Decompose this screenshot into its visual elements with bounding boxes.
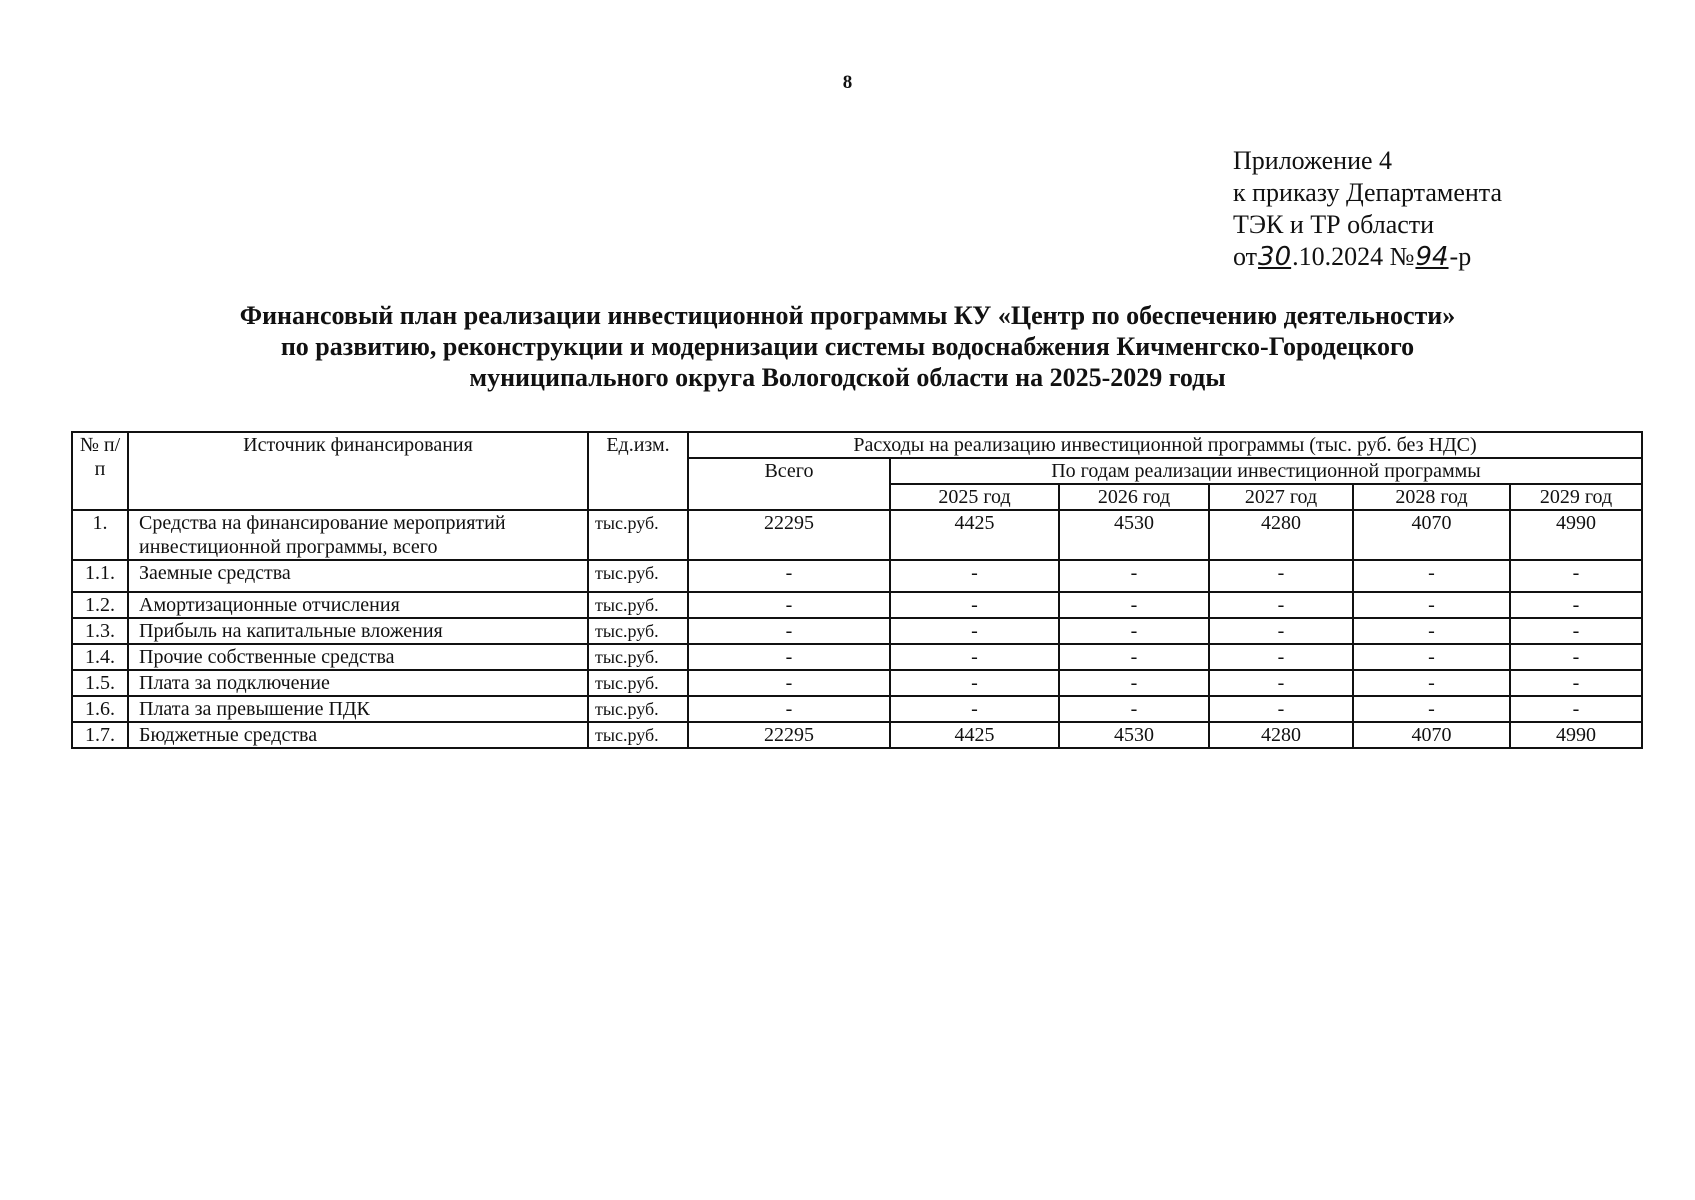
row-source: Бюджетные средства <box>128 722 588 748</box>
title-line-1: Финансовый план реализации инвестиционной программы КУ «Центр по обеспечению деятельности» <box>239 301 1456 330</box>
row-total: - <box>688 696 890 722</box>
row-total: 22295 <box>688 722 890 748</box>
row-2027: 4280 <box>1209 510 1353 560</box>
row-total: - <box>688 618 890 644</box>
row-2029: - <box>1510 592 1642 618</box>
date-prefix: от <box>1233 242 1258 271</box>
table-row <box>72 592 1642 618</box>
row-num: 1.3. <box>72 618 128 644</box>
row-2029: - <box>1510 644 1642 670</box>
table-row <box>72 670 1642 696</box>
row-source: Плата за подключение <box>128 670 588 696</box>
table-row <box>72 510 1642 560</box>
row-2028: 4070 <box>1353 510 1510 560</box>
row-total: - <box>688 560 890 592</box>
row-num: 1.6. <box>72 696 128 722</box>
row-2026: 4530 <box>1059 510 1209 560</box>
row-2028: - <box>1353 644 1510 670</box>
header-year-2028: 2028 год <box>1353 484 1510 510</box>
row-2029: 4990 <box>1510 510 1642 560</box>
header-expenses: Расходы на реализацию инвестиционной программы (тыс. руб. без НДС) <box>688 432 1642 458</box>
row-2025: - <box>890 696 1059 722</box>
row-unit: тыс.руб. <box>588 560 688 592</box>
row-source: Прибыль на капитальные вложения <box>128 618 588 644</box>
row-total: - <box>688 592 890 618</box>
header-by-years: По годам реализации инвестиционной программы <box>890 458 1642 484</box>
row-num: 1. <box>72 510 128 560</box>
row-unit: тыс.руб. <box>588 644 688 670</box>
document-title <box>0 300 1695 393</box>
row-2025: 4425 <box>890 722 1059 748</box>
row-2026: - <box>1059 618 1209 644</box>
row-num: 1.2. <box>72 592 128 618</box>
appendix-line-3: ТЭК и ТР области <box>1233 210 1435 239</box>
row-2025: - <box>890 644 1059 670</box>
header-year-2026: 2026 год <box>1059 484 1209 510</box>
appendix-date-line <box>1233 241 1502 273</box>
row-total: - <box>688 670 890 696</box>
row-2027: - <box>1209 670 1353 696</box>
row-2028: - <box>1353 618 1510 644</box>
financial-plan-table <box>71 431 1643 749</box>
header-num: № п/п <box>72 432 128 510</box>
table-row <box>72 644 1642 670</box>
row-unit: тыс.руб. <box>588 592 688 618</box>
row-source: Амортизационные отчисления <box>128 592 588 618</box>
row-2025: - <box>890 560 1059 592</box>
header-source: Источник финансирования <box>128 432 588 510</box>
row-2025: - <box>890 618 1059 644</box>
row-2028: - <box>1353 696 1510 722</box>
row-2028: 4070 <box>1353 722 1510 748</box>
row-2027: 4280 <box>1209 722 1353 748</box>
row-2028: - <box>1353 670 1510 696</box>
row-total: 22295 <box>688 510 890 560</box>
date-day-handwritten: 30 <box>1258 242 1292 272</box>
table-row <box>72 696 1642 722</box>
row-2026: - <box>1059 644 1209 670</box>
row-source: Заемные средства <box>128 560 588 592</box>
row-2027: - <box>1209 696 1353 722</box>
header-year-2025: 2025 год <box>890 484 1059 510</box>
row-2026: 4530 <box>1059 722 1209 748</box>
order-number-handwritten: 94 <box>1415 242 1449 272</box>
row-source: Средства на финансирование мероприятий инвестиционной программы, всего <box>128 510 588 560</box>
header-unit: Ед.изм. <box>588 432 688 510</box>
row-2028: - <box>1353 592 1510 618</box>
appendix-line-1: Приложение 4 <box>1233 146 1393 175</box>
row-2027: - <box>1209 644 1353 670</box>
row-unit: тыс.руб. <box>588 722 688 748</box>
row-2025: 4425 <box>890 510 1059 560</box>
row-total: - <box>688 644 890 670</box>
table-row <box>72 560 1642 592</box>
header-year-2027: 2027 год <box>1209 484 1353 510</box>
page-number: 8 <box>842 72 853 93</box>
row-2029: 4990 <box>1510 722 1642 748</box>
row-source: Прочие собственные средства <box>128 644 588 670</box>
row-num: 1.7. <box>72 722 128 748</box>
title-line-2: по развитию, реконструкции и модернизации системы водоснабжения Кичменгско-Городецкого <box>280 332 1415 361</box>
table-row <box>72 618 1642 644</box>
row-2029: - <box>1510 696 1642 722</box>
row-2027: - <box>1209 560 1353 592</box>
date-rest: .10.2024 № <box>1292 242 1415 271</box>
header-total: Всего <box>688 458 890 510</box>
row-2027: - <box>1209 618 1353 644</box>
row-num: 1.5. <box>72 670 128 696</box>
row-2027: - <box>1209 592 1353 618</box>
row-num: 1.1. <box>72 560 128 592</box>
row-2028: - <box>1353 560 1510 592</box>
title-line-3: муниципального округа Вологодской области на 2025-2029 годы <box>469 363 1226 392</box>
order-suffix: -р <box>1449 242 1472 271</box>
row-2026: - <box>1059 670 1209 696</box>
header-year-2029: 2029 год <box>1510 484 1642 510</box>
row-2025: - <box>890 670 1059 696</box>
row-source: Плата за превышение ПДК <box>128 696 588 722</box>
row-unit: тыс.руб. <box>588 618 688 644</box>
appendix-line-2: к приказу Департамента <box>1233 178 1503 207</box>
row-2025: - <box>890 592 1059 618</box>
row-2029: - <box>1510 560 1642 592</box>
row-unit: тыс.руб. <box>588 696 688 722</box>
row-unit: тыс.руб. <box>588 670 688 696</box>
appendix-block <box>1233 145 1502 273</box>
row-unit: тыс.руб. <box>588 510 688 560</box>
row-2029: - <box>1510 670 1642 696</box>
row-2026: - <box>1059 592 1209 618</box>
row-num: 1.4. <box>72 644 128 670</box>
row-2029: - <box>1510 618 1642 644</box>
table-row <box>72 722 1642 748</box>
row-2026: - <box>1059 560 1209 592</box>
row-2026: - <box>1059 696 1209 722</box>
